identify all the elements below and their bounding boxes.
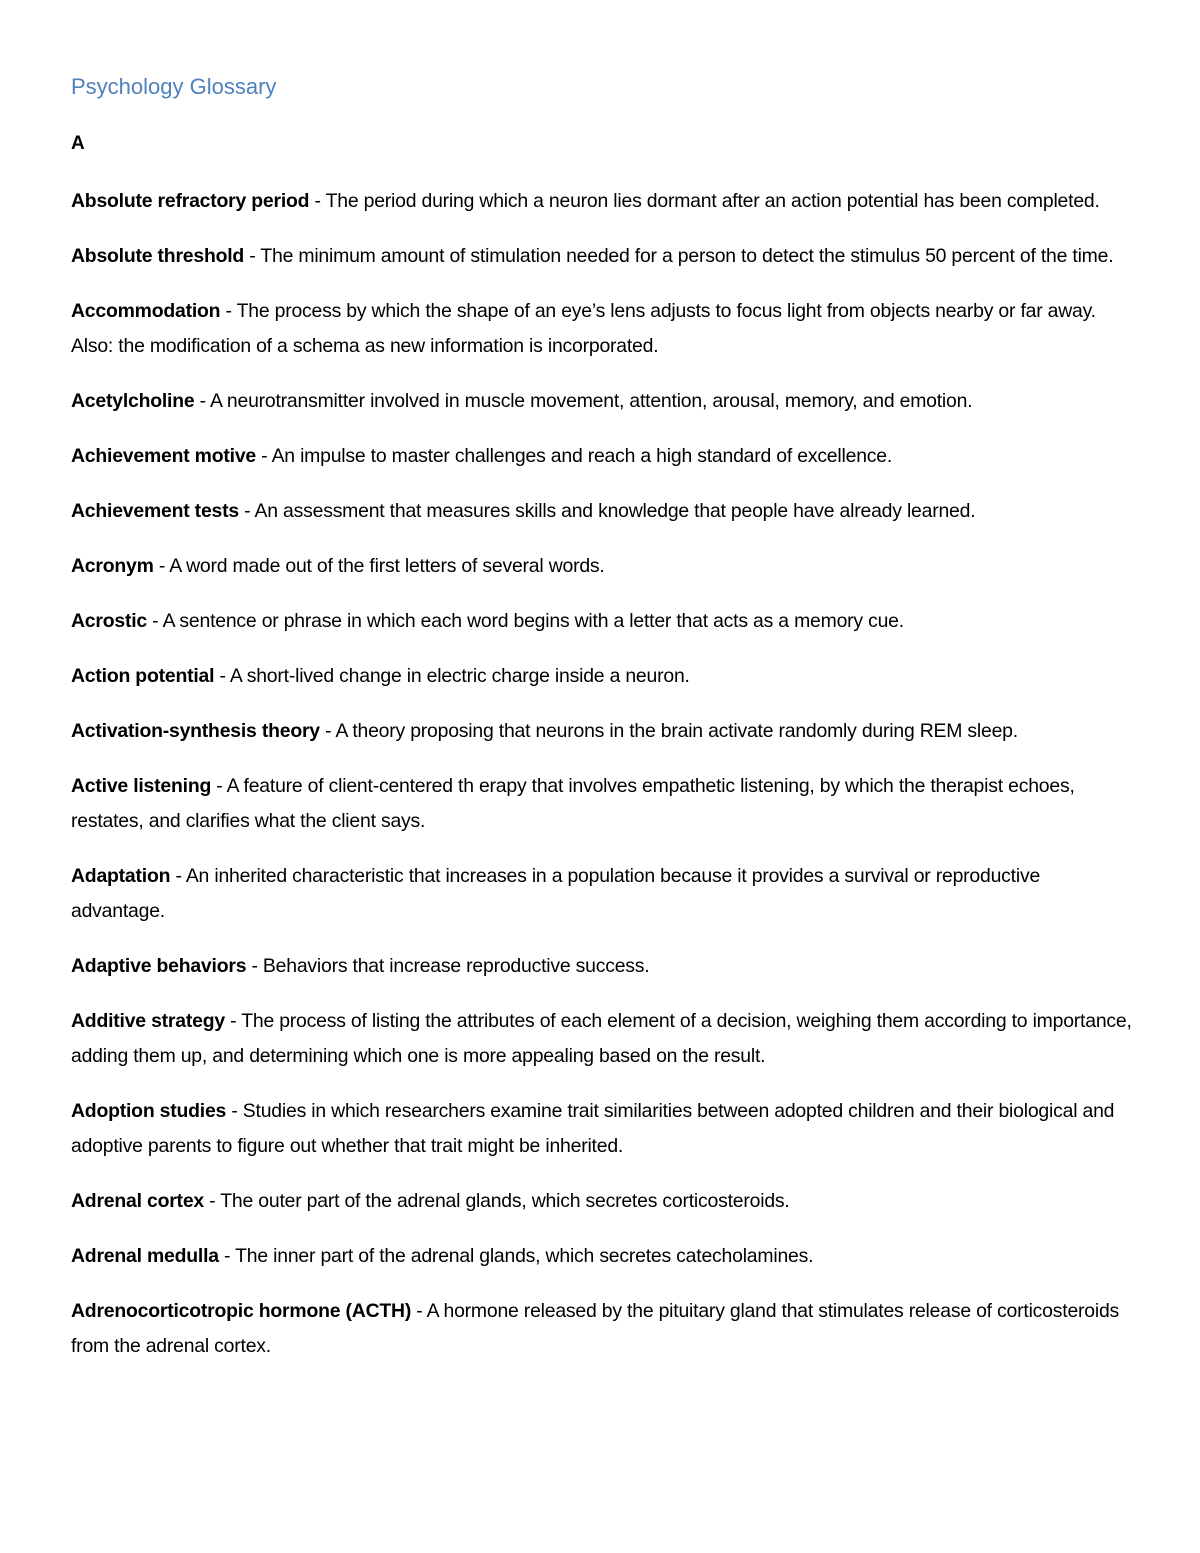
glossary-term: Active listening	[71, 775, 212, 797]
glossary-term: Action potential	[71, 665, 215, 687]
glossary-definition: A hormone released by the pituitary gland that stimulates release of corticosteroids from the adrenal cortex.	[71, 1300, 1120, 1357]
glossary-entry	[71, 439, 1133, 474]
glossary-entry	[71, 239, 1133, 274]
term-separator: -	[238, 500, 255, 522]
glossary-entry	[71, 1094, 1133, 1164]
glossary-definition: A sentence or phrase in which each word begins with a letter that acts as a memory cue.	[162, 610, 904, 632]
glossary-definition: The period during which a neuron lies dormant after an action potential has been completed.	[325, 190, 1100, 212]
term-separator: -	[244, 245, 261, 267]
glossary-definition: An inherited characteristic that increases in a population because it provides a survival or reproductive advantage.	[71, 865, 1041, 922]
glossary-definition: A neurotransmitter involved in muscle movement, attention, arousal, memory, and emotion.	[210, 390, 973, 412]
glossary-definition: The minimum amount of stimulation needed for a person to detect the stimulus 50 percent of the time.	[260, 245, 1114, 267]
glossary-term: Absolute threshold	[71, 245, 245, 267]
term-separator: -	[319, 720, 336, 742]
term-separator: -	[256, 445, 272, 467]
glossary-definition: Studies in which researchers examine trait similarities between adopted children and their biological and adoptive parents to figure out whether that trait might be inherited.	[71, 1100, 1115, 1157]
glossary-entry	[71, 294, 1133, 364]
term-separator: -	[309, 190, 326, 212]
glossary-entry	[71, 184, 1133, 219]
glossary-term: Accommodation	[71, 300, 221, 322]
glossary-definition: A short-lived change in electric charge inside a neuron.	[229, 665, 690, 687]
glossary-definition: The inner part of the adrenal glands, which secretes catecholamines.	[235, 1245, 814, 1267]
term-separator: -	[170, 865, 186, 887]
glossary-definition: The process of listing the attributes of each element of a decision, weighing them according to importance, adding them up, and determining which one is more appealing based on the result.	[71, 1010, 1132, 1067]
term-separator: -	[153, 555, 170, 577]
glossary-entry	[71, 659, 1133, 694]
term-separator: -	[224, 1010, 242, 1032]
glossary-entry	[71, 384, 1133, 419]
term-separator: -	[214, 665, 230, 687]
glossary-term: Adrenal medulla	[71, 1245, 219, 1267]
glossary-term: Adaptive behaviors	[71, 955, 247, 977]
glossary-entry	[71, 1294, 1133, 1364]
glossary-definition: Behaviors that increase reproductive success.	[262, 955, 650, 977]
glossary-term: Achievement motive	[71, 445, 256, 467]
glossary-entry	[71, 769, 1133, 839]
term-separator: -	[211, 775, 227, 797]
glossary-entries	[71, 184, 1133, 1384]
glossary-term: Additive strategy	[71, 1010, 225, 1032]
glossary-term: Acrostic	[71, 610, 147, 632]
glossary-term: Achievement tests	[71, 500, 239, 522]
glossary-definition: A theory proposing that neurons in the brain activate randomly during REM sleep.	[335, 720, 1018, 742]
glossary-entry	[71, 604, 1133, 639]
document-title: Psychology Glossary	[71, 74, 277, 99]
term-separator: -	[226, 1100, 243, 1122]
glossary-definition: The process by which the shape of an eye’s lens adjusts to focus light from objects nearby or far away. Also: the modification of a schema as new information is incorporated.	[71, 300, 1096, 357]
glossary-term: Adrenal cortex	[71, 1190, 204, 1212]
glossary-entry	[71, 1239, 1133, 1274]
glossary-term: Activation-synthesis theory	[71, 720, 320, 742]
term-separator: -	[147, 610, 163, 632]
glossary-term: Adrenocorticotropic hormone (ACTH)	[71, 1300, 412, 1322]
glossary-entry	[71, 714, 1133, 749]
glossary-entry	[71, 1184, 1133, 1219]
term-separator: -	[203, 1190, 221, 1212]
term-separator: -	[411, 1300, 427, 1322]
section-letter-heading: A	[71, 133, 85, 154]
term-separator: -	[218, 1245, 236, 1267]
glossary-definition: The outer part of the adrenal glands, which secretes corticosteroids.	[220, 1190, 790, 1212]
term-separator: -	[246, 955, 263, 977]
term-separator: -	[194, 390, 211, 412]
glossary-term: Adaptation	[71, 865, 171, 887]
glossary-definition: An assessment that measures skills and knowledge that people have already learned.	[254, 500, 976, 522]
term-separator: -	[220, 300, 237, 322]
glossary-definition: An impulse to master challenges and reach a high standard of excellence.	[271, 445, 893, 467]
glossary-entry	[71, 949, 1133, 984]
glossary-term: Acronym	[71, 555, 154, 577]
glossary-term: Adoption studies	[71, 1100, 227, 1122]
glossary-entry	[71, 1004, 1133, 1074]
glossary-entry	[71, 549, 1133, 584]
glossary-term: Absolute refractory period	[71, 190, 310, 212]
glossary-definition: A word made out of the first letters of several words.	[169, 555, 605, 577]
glossary-entry	[71, 859, 1133, 929]
glossary-entry	[71, 494, 1133, 529]
glossary-term: Acetylcholine	[71, 390, 195, 412]
glossary-definition: A feature of client-centered th erapy that involves empathetic listening, by which the therapist echoes, restates, and clarifies what the client says.	[71, 775, 1075, 832]
